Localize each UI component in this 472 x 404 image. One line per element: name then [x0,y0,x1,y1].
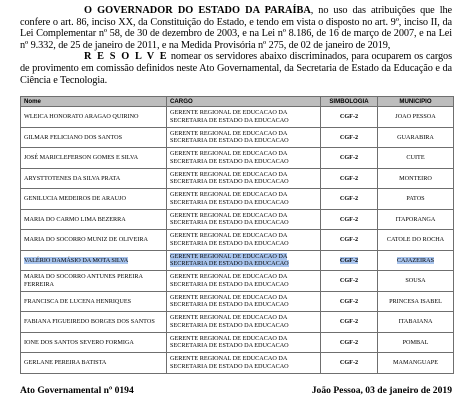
cell-municipio-text: POMBAL [402,338,429,346]
header-cargo: CARGO [167,97,321,107]
cell-simbologia [321,148,378,169]
cell-municipio [378,332,454,353]
cell-nome-text: MARIA DO CARMO LIMA BEZERRA [24,215,126,223]
cell-nome-text: FABIANA FIGUEIREDO BORGES DOS SANTOS [24,318,155,326]
cell-municipio [378,271,454,292]
header-nome: Nome [21,97,167,107]
cell-nome-text: GILMAR FELICIANO DOS SANTOS [24,133,123,141]
cell-cargo-text: GERENTE REGIONAL DE EDUCACAO DA SECRETARIA DE ESTADO DA EDUCACAO [170,334,289,350]
resolve-paragraph [20,51,452,86]
cell-simbologia [321,353,378,374]
cell-nome-text: JOSÉ MARICLEFERSON GOMES E SILVA [24,154,139,162]
table-row [21,168,454,189]
cell-nome-text: MARIA DO SOCORRO MUNIZ DE OLIVEIRA [24,236,148,244]
cell-municipio-text: MAMANGUAPE [392,359,439,367]
cell-simbologia-text: CGF-2 [339,256,359,264]
cell-municipio-text: GUARABIRA [397,133,434,141]
cell-simbologia [321,271,378,292]
cell-cargo [167,168,321,189]
cell-nome [21,168,167,189]
cell-simbologia [321,291,378,312]
cell-municipio [378,209,454,230]
table-row [21,209,454,230]
cell-simbologia-text: CGF-2 [339,338,359,346]
cell-cargo [167,353,321,374]
cell-simbologia-text: CGF-2 [339,359,359,367]
cell-municipio-text: JOAO PESSOA [395,113,436,121]
table-row [21,230,454,251]
cell-nome [21,209,167,230]
cell-municipio-text: MONTEIRO [399,174,432,182]
cell-nome-text: ARYSTTOTENES DA SILVA PRATA [24,174,121,182]
cell-municipio-text: ITABAIANA [398,318,433,326]
header-municipio: MUNICIPIO [378,97,454,107]
resolve-keyword: R E S O L V E [84,51,169,63]
cell-cargo [167,271,321,292]
cell-cargo [167,332,321,353]
cell-municipio [378,189,454,210]
cell-cargo [167,209,321,230]
table-row [21,250,454,271]
cell-nome-text: VALÉRIO DAMÁSIO DA MOTA SILVA [24,256,129,264]
cell-cargo [167,127,321,148]
cell-nome [21,148,167,169]
cell-simbologia [321,250,378,271]
cell-simbologia-text: CGF-2 [339,154,359,162]
cell-nome-text: MARIA DO SOCORRO ANTUNES PEREIRA FERREIRA [24,273,143,288]
table-row [21,332,454,353]
cell-nome [21,189,167,210]
cell-nome [21,271,167,292]
table-row [21,291,454,312]
cell-simbologia [321,107,378,128]
cell-nome [21,332,167,353]
cell-cargo-text: GERENTE REGIONAL DE EDUCACAO DA SECRETARIA DE ESTADO DA EDUCACAO [170,170,289,186]
cell-cargo [167,312,321,333]
cell-simbologia [321,230,378,251]
cell-municipio-text: ITAPORANGA [395,215,436,223]
cell-nome [21,312,167,333]
cell-simbologia-text: CGF-2 [339,277,359,285]
cell-municipio-text: SOUSA [405,277,426,285]
cell-cargo [167,291,321,312]
table-row [21,189,454,210]
signing-date: João Pessoa, 03 de janeiro de 2019 [311,385,452,396]
cell-cargo-text: GERENTE REGIONAL DE EDUCACAO DA SECRETARIA DE ESTADO DA EDUCACAO [170,314,289,329]
cell-municipio [378,127,454,148]
cell-nome-text: GENILUCIA MEDEIROS DE ARAUJO [24,195,126,203]
cell-nome [21,230,167,251]
table-row [21,271,454,292]
footer [20,385,452,396]
cell-municipio-text: CAJAZEIRAS [396,256,435,264]
cell-simbologia-text: CGF-2 [339,215,359,223]
table-row [21,127,454,148]
cell-municipio [378,353,454,374]
cell-cargo-text: GERENTE REGIONAL DE EDUCACAO DA SECRETARIA DE ESTADO DA EDUCACAO [170,355,289,370]
cell-cargo [167,107,321,128]
cell-nome [21,107,167,128]
cell-simbologia [321,127,378,148]
cell-nome [21,127,167,148]
ato-number: Ato Governamental nº 0194 [20,385,134,396]
table-body [21,107,454,374]
cell-nome-text: IONE DOS SANTOS SEVERO FORMIGA [24,338,134,346]
governor-heading: O GOVERNADOR DO ESTADO DA PARAÍBA [84,5,311,16]
cell-nome [21,353,167,374]
cell-municipio [378,250,454,271]
cell-cargo [167,148,321,169]
cell-municipio-text: PATOS [406,195,425,203]
cell-municipio [378,168,454,189]
cell-simbologia [321,209,378,230]
cell-simbologia-text: CGF-2 [339,174,359,182]
cell-cargo [167,250,321,271]
cell-municipio [378,230,454,251]
cell-simbologia [321,189,378,210]
preamble [20,5,452,86]
cell-municipio-text: CUITE [406,154,425,162]
cell-simbologia [321,168,378,189]
cell-simbologia-text: CGF-2 [339,236,359,244]
cell-cargo-text: GERENTE REGIONAL DE EDUCACAO DA SECRETARIA DE ESTADO DA EDUCACAO [170,191,289,206]
table-row [21,148,454,169]
cell-cargo-text: GERENTE REGIONAL DE EDUCACAO DA SECRETARIA DE ESTADO DA EDUCACAO [170,150,289,165]
cell-municipio [378,107,454,128]
cell-cargo [167,230,321,251]
cell-cargo-text: GERENTE REGIONAL DE EDUCACAO DA SECRETARIA DE ESTADO DA EDUCACAO [170,293,289,309]
cell-nome-text: WLEICA HONORATO ARAGAO QUIRINO [24,113,139,121]
cell-cargo-text: GERENTE REGIONAL DE EDUCACAO DA SECRETARIA DE ESTADO DA EDUCACAO [170,252,289,268]
cell-cargo-text: GERENTE REGIONAL DE EDUCACAO DA SECRETARIA DE ESTADO DA EDUCACAO [170,211,289,227]
appointments-table [20,96,454,374]
cell-municipio-text: CATOLE DO ROCHA [386,236,445,244]
preamble-paragraph [20,5,452,51]
cell-simbologia-text: CGF-2 [339,133,359,141]
cell-simbologia-text: CGF-2 [339,318,359,326]
cell-simbologia [321,332,378,353]
table-row [21,107,454,128]
cell-nome [21,291,167,312]
cell-simbologia [321,312,378,333]
table-row [21,353,454,374]
table-row [21,312,454,333]
cell-nome-text: GERLANE PEREIRA BATISTA [24,359,107,367]
cell-nome-text: FRANCISCA DE LUCENA HENRIQUES [24,297,132,305]
preamble-body: , no uso das atribuições que lhe confere o art. 86, inciso XX, da Constituição do Estado, e tendo em vista o disposto no art. 9º, inciso II, da Lei Complementar nº 58, de 30 de dezembro de 2003, e na Lei nº 8.186, de 16 de março de 2007, e na Lei nº 9.332, de 25 de janeiro de 2011, e na Medida Provisória nº 275, de 02 de janeiro de 2019, [20,5,452,51]
cell-simbologia-text: CGF-2 [339,113,359,121]
cell-cargo-text: GERENTE REGIONAL DE EDUCACAO DA SECRETARIA DE ESTADO DA EDUCACAO [170,232,289,247]
cell-cargo-text: GERENTE REGIONAL DE EDUCACAO DA SECRETARIA DE ESTADO DA EDUCACAO [170,129,289,145]
cell-municipio [378,148,454,169]
header-simbologia: SIMBOLOGIA [321,97,378,107]
cell-municipio [378,312,454,333]
cell-simbologia-text: CGF-2 [339,297,359,305]
cell-simbologia-text: CGF-2 [339,195,359,203]
table-header-row [21,97,454,107]
cell-municipio [378,291,454,312]
cell-cargo-text: GERENTE REGIONAL DE EDUCACAO DA SECRETARIA DE ESTADO DA EDUCACAO [170,273,289,288]
cell-municipio-text: PRINCESA ISABEL [389,297,442,305]
cell-cargo [167,189,321,210]
cell-nome [21,250,167,271]
cell-cargo-text: GERENTE REGIONAL DE EDUCACAO DA SECRETARIA DE ESTADO DA EDUCACAO [170,109,289,124]
resolve-body: nomear os servidores abaixo discriminados, para ocuparem os cargos de provimento em comissão definidos neste Ato Governamental, da Secretaria de Estado da Educação e da Ciência e Tecnologia. [20,51,452,86]
